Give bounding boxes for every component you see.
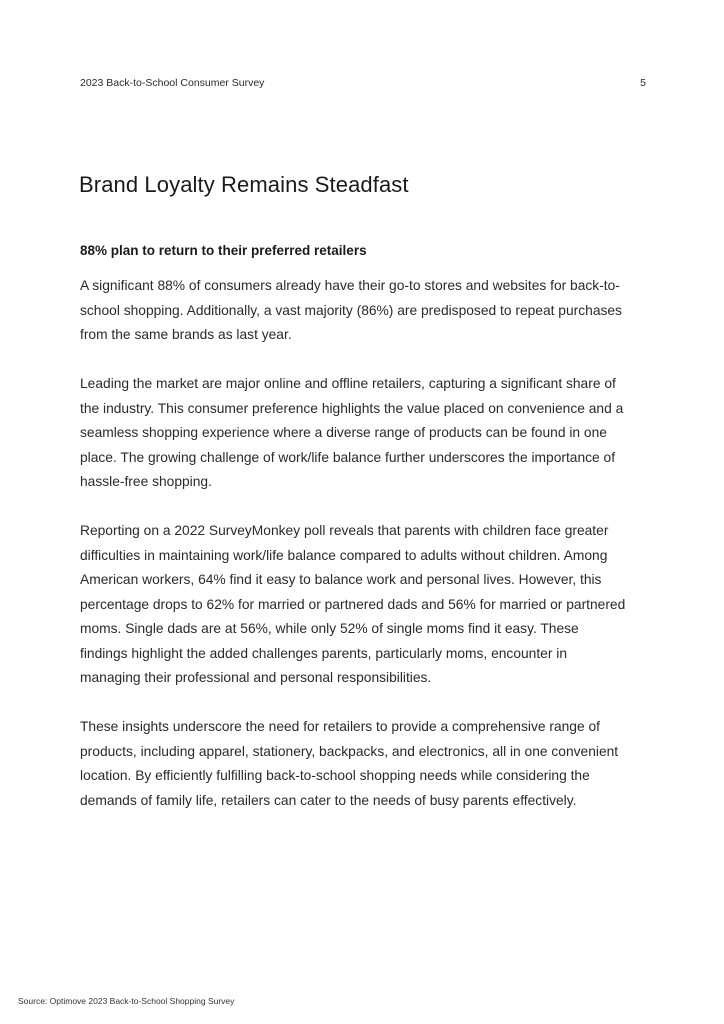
paragraph-1: A significant 88% of consumers already have their go-to stores and websites for back-to-school shopping. Additionally, a vast majority (86%) are predisposed to repeat purchases from the same brands as last year. [80,278,622,342]
source-note: Source: Optimove 2023 Back-to-School Shopping Survey [18,996,235,1006]
paragraph-3: Reporting on a 2022 SurveyMonkey poll reveals that parents with children face greater difficulties in maintaining work/life balance compared to adults without children. Among American workers, 64% find it easy to balance work and personal lives. However, this percentage drops to 62% for married or partnered dads and 56% for married or partnered moms. Single dads are at 56%, while only 52% of single moms find it easy. These findings highlight the added challenges parents, particularly moms, encounter in managing their professional and personal responsibilities. [80,523,626,685]
page-number: 5 [640,77,646,89]
paragraph-2: Leading the market are major online and offline retailers, capturing a significant share of the industry. This consumer preference highlights the value placed on convenience and a seamless shopping experience where a diverse range of products can be found in one place. The growing challenge of work/life balance further underscores the importance of hassle-free shopping. [80,376,624,489]
page-header [80,77,646,93]
body-text [80,274,628,838]
document-title: 2023 Back-to-School Consumer Survey [80,77,265,89]
section-subtitle: 88% plan to return to their preferred retailers [80,243,367,258]
paragraph-4: These insights underscore the need for retailers to provide a comprehensive range of products, including apparel, stationery, backpacks, and electronics, all in one convenient location. By efficiently fulfilling back-to-school shopping needs while considering the demands of family life, retailers can cater to the needs of busy parents effectively. [80,719,619,808]
page-title: Brand Loyalty Remains Steadfast [79,172,409,197]
